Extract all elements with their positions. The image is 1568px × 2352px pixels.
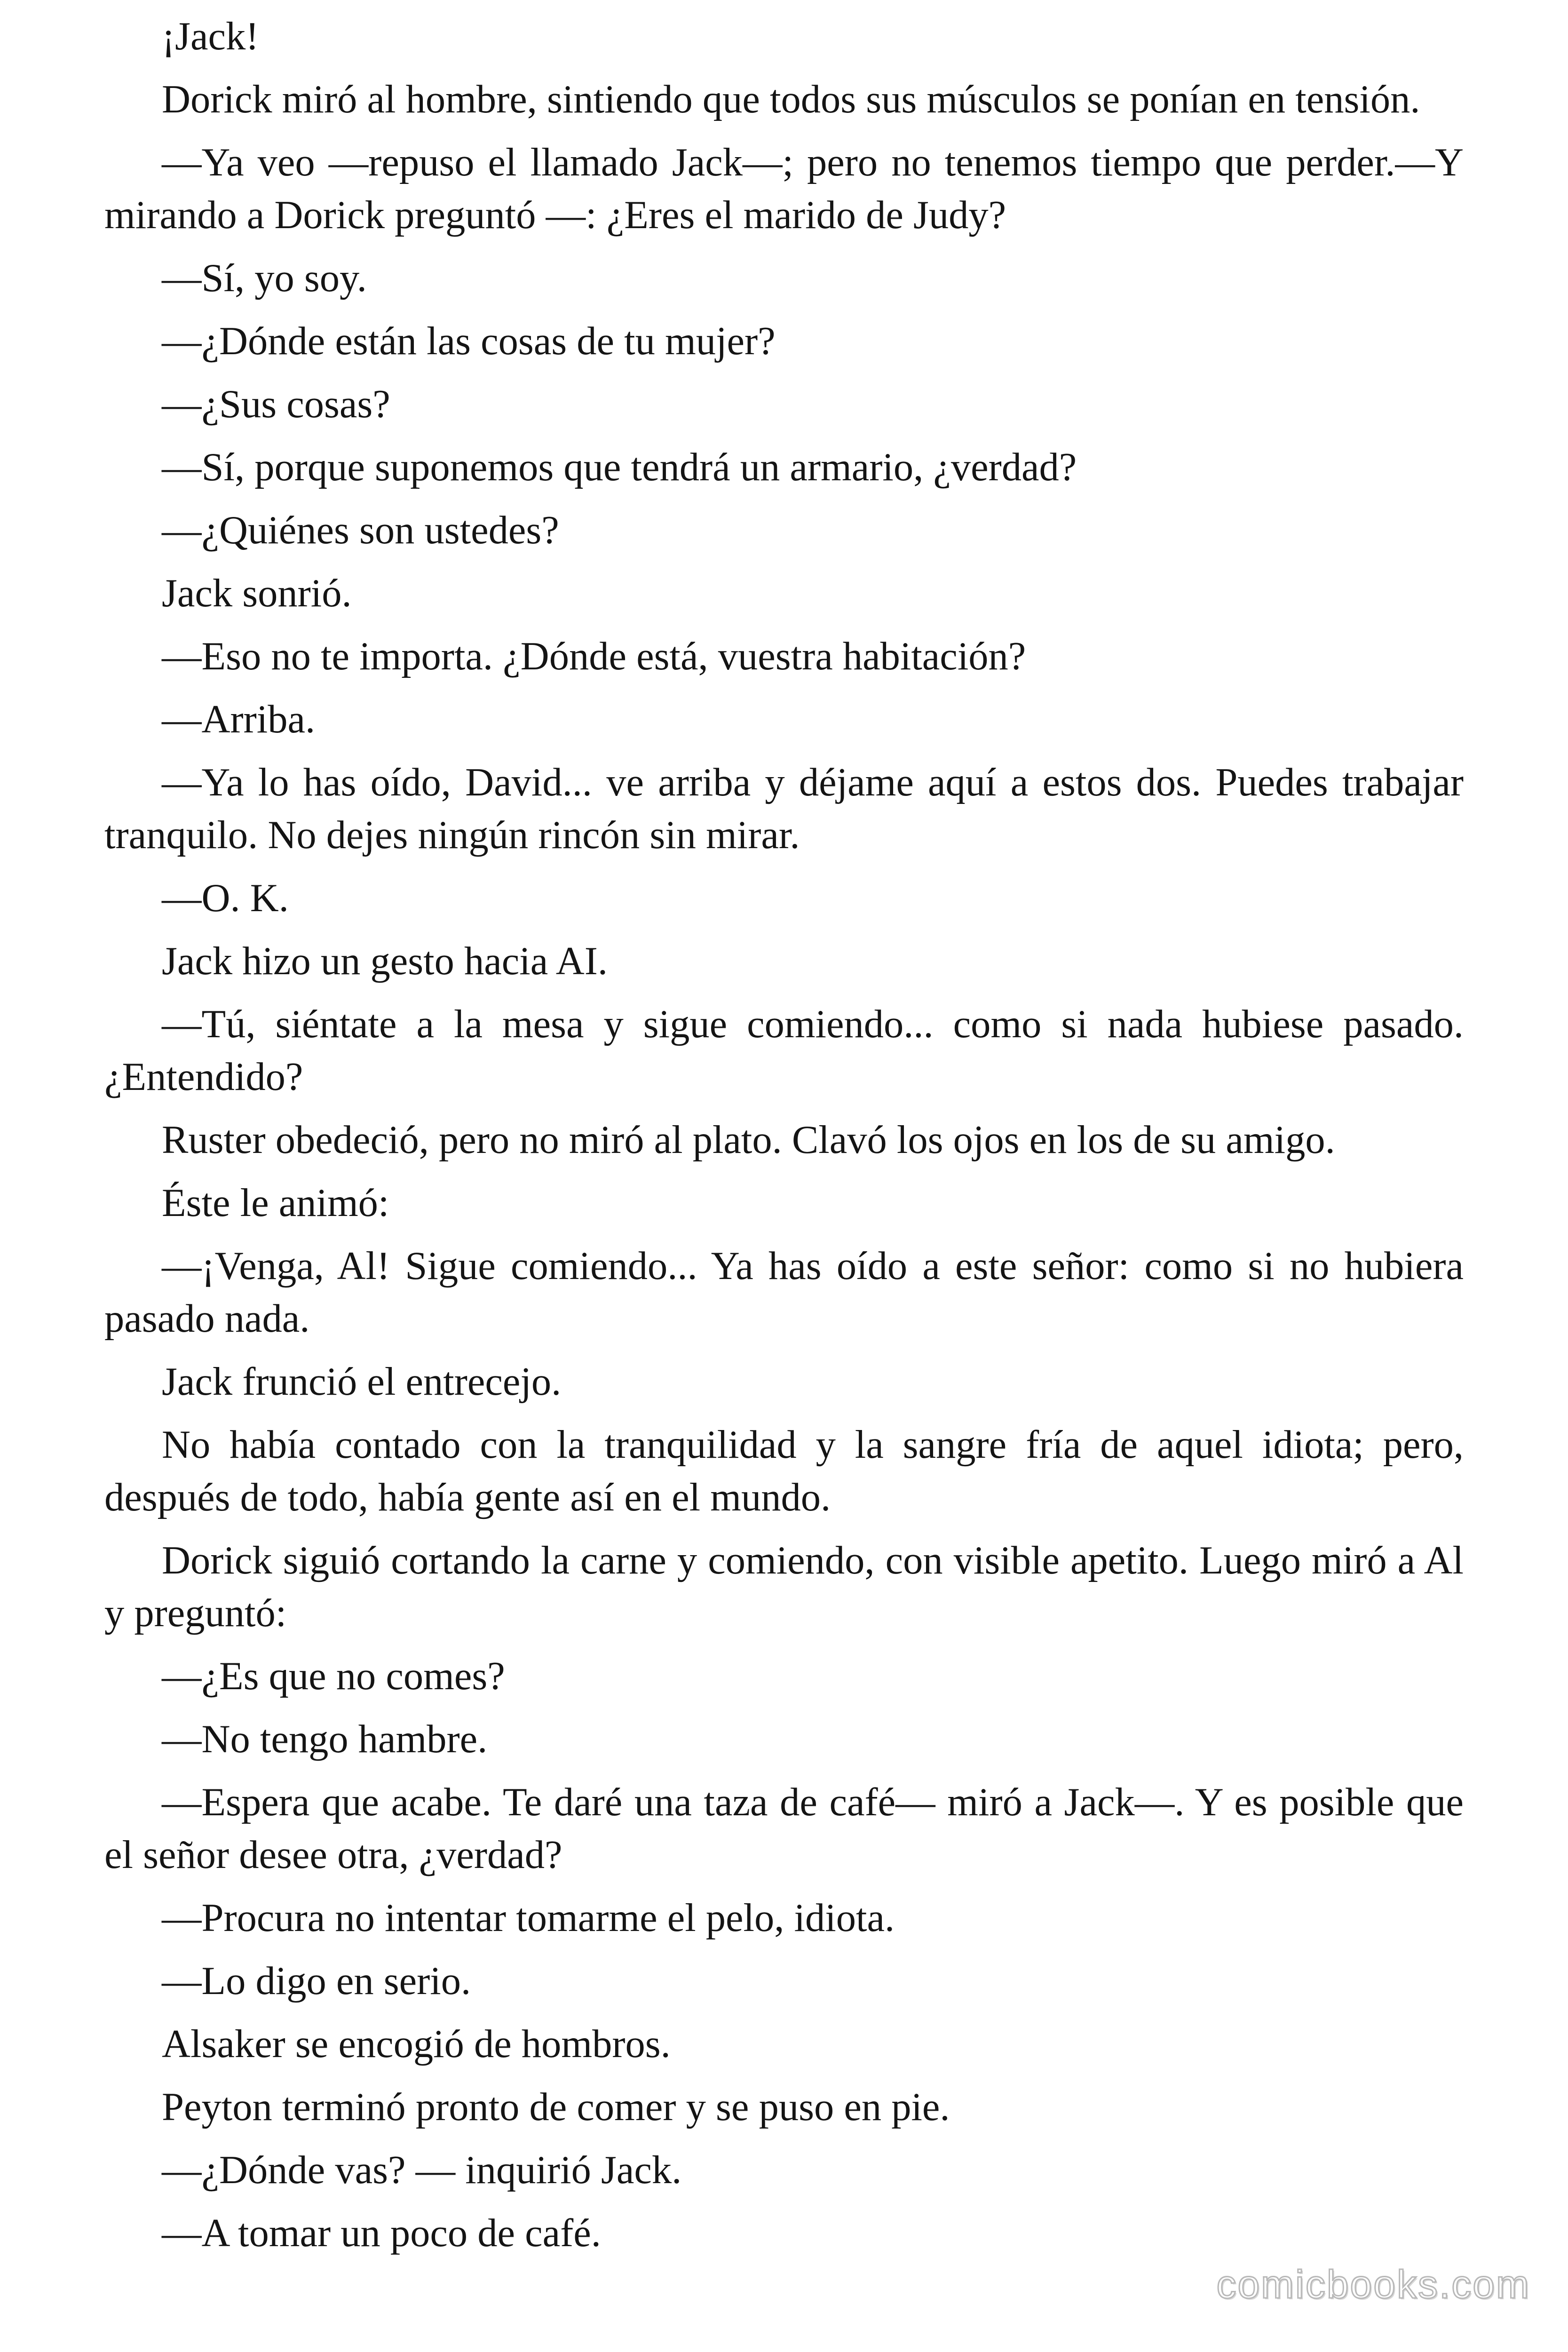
page-text	[104, 10, 1464, 2270]
paragraph: —Ya lo has oído, David... ve arriba y déjame aquí a estos dos. Puedes trabajar tranquilo. No dejes ningún rincón sin mirar.	[104, 761, 1464, 857]
paragraph: —Ya veo —repuso el llamado Jack—; pero no tenemos tiempo que perder.—Y mirando a Dorick preguntó —: ¿Eres el marido de Judy?	[104, 141, 1464, 237]
paragraph: —Lo digo en serio.	[162, 1959, 471, 2003]
paragraph: ¡Jack!	[162, 15, 259, 58]
paragraph: —Sí, porque suponemos que tendrá un armario, ¿verdad?	[162, 445, 1077, 489]
paragraph: Dorick miró al hombre, sintiendo que todos sus músculos se ponían en tensión.	[162, 78, 1420, 121]
paragraph: —¡Venga, Al! Sigue comiendo... Ya has oído a este señor: como si no hubiera pasado nada.	[104, 1244, 1464, 1341]
paragraph: —Tú, siéntate a la mesa y sigue comiendo... como si nada hubiese pasado. ¿Entendido?	[104, 1002, 1464, 1099]
paragraph: —¿Dónde vas? — inquirió Jack.	[162, 2148, 682, 2192]
paragraph: —Eso no te importa. ¿Dónde está, vuestra habitación?	[162, 635, 1026, 678]
paragraph: Jack frunció el entrecejo.	[162, 1360, 562, 1404]
paragraph: —¿Es que no comes?	[162, 1654, 505, 1698]
paragraph: —Espera que acabe. Te daré una taza de café— miró a Jack—. Y es posible que el señor desee otra, ¿verdad?	[104, 1780, 1464, 1877]
paragraph: —O. K.	[162, 876, 289, 920]
paragraph: —A tomar un poco de café.	[162, 2211, 601, 2255]
paragraph: —Arriba.	[162, 698, 316, 741]
paragraph: Éste le animó:	[162, 1181, 389, 1225]
paragraph: Peyton terminó pronto de comer y se puso en pie.	[162, 2085, 950, 2129]
paragraph: —Procura no intentar tomarme el pelo, idiota.	[162, 1896, 895, 1940]
paragraph: Ruster obedeció, pero no miró al plato. Clavó los ojos en los de su amigo.	[162, 1118, 1335, 1162]
paragraph: Jack sonrió.	[162, 572, 352, 615]
paragraph: —¿Dónde están las cosas de tu mujer?	[162, 319, 776, 363]
watermark: comicbooks.com	[1216, 2262, 1530, 2306]
paragraph: —Sí, yo soy.	[162, 256, 367, 300]
paragraph: No había contado con la tranquilidad y la sangre fría de aquel idiota; pero, después de todo, había gente así en el mundo.	[104, 1423, 1464, 1519]
paragraph: Jack hizo un gesto hacia AI.	[162, 939, 608, 983]
paragraph: —¿Quiénes son ustedes?	[162, 509, 559, 552]
paragraph: Alsaker se encogió de hombros.	[162, 2022, 671, 2066]
paragraph: Dorick siguió cortando la carne y comiendo, con visible apetito. Luego miró a Al y preguntó:	[104, 1539, 1464, 1635]
paragraph: —¿Sus cosas?	[162, 382, 390, 426]
paragraph: —No tengo hambre.	[162, 1717, 488, 1761]
